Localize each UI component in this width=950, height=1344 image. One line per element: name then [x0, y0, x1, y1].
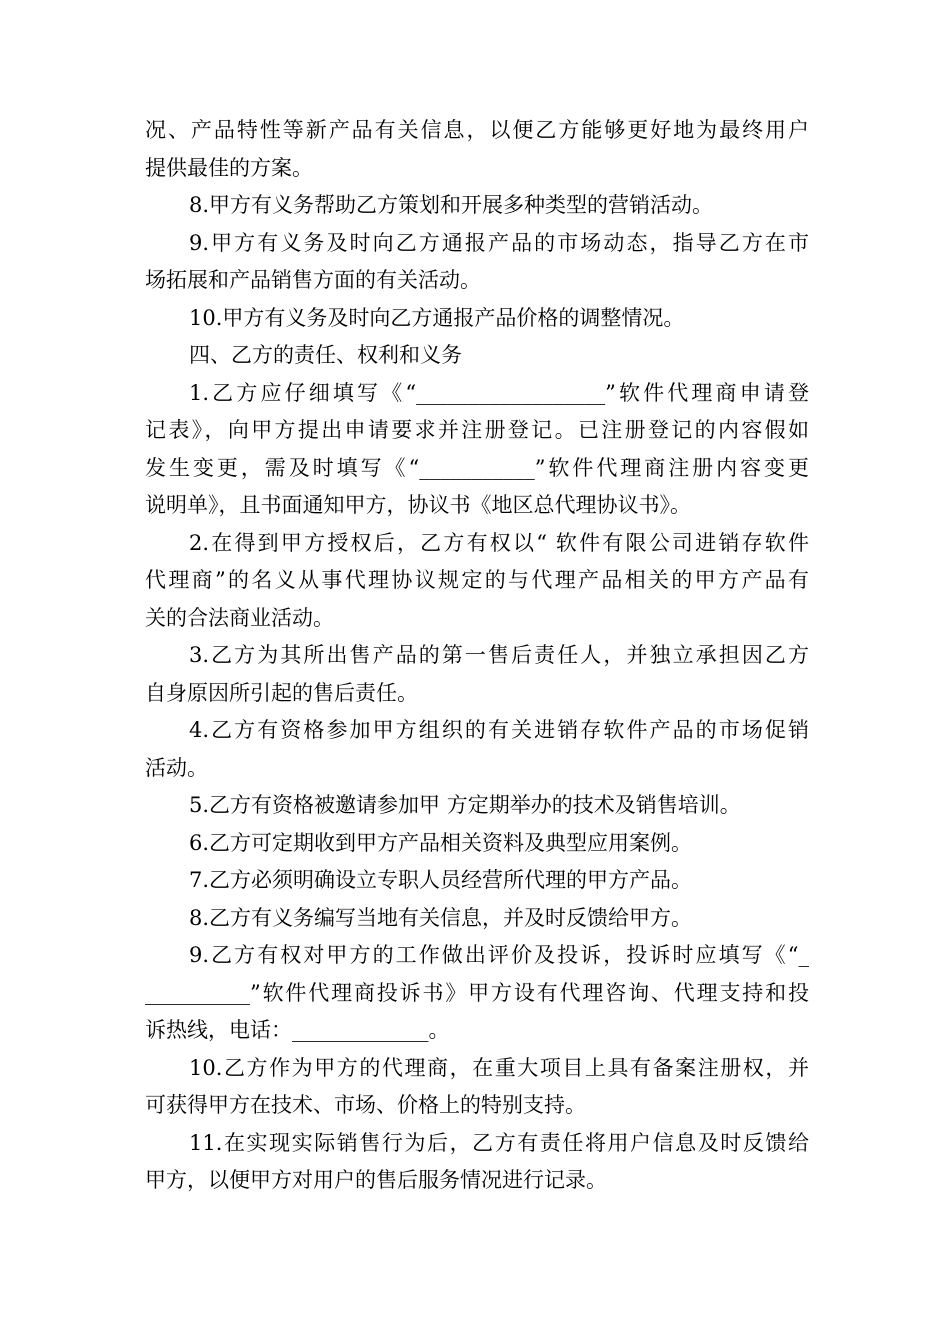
- text-line: 场拓展和产品销售方面的有关活动。: [145, 268, 481, 292]
- text-line: 记表》，向甲方提出申请要求并注册登记。已注册登记的内容假如: [145, 418, 809, 442]
- text-line: 诉热线，电话：_____________。: [145, 1018, 450, 1042]
- text-line: 发生变更，需及时填写《“___________”软件代理商注册内容变更: [145, 455, 809, 480]
- text-line: 况、产品特性等新产品有关信息，以便乙方能够更好地为最终用户: [145, 118, 809, 142]
- text-line: 2.在得到甲方授权后，乙方有权以“ 软件有限公司进销存软件: [189, 530, 809, 555]
- text-line: 提供最佳的方案。: [145, 155, 313, 180]
- text-line: 8.乙方有义务编写当地有关信息，并及时反馈给甲方。: [189, 905, 693, 930]
- text-line: 8.甲方有义务帮助乙方策划和开展多种类型的营销活动。: [189, 193, 714, 217]
- document-page: [145, 112, 809, 1200]
- text-line: 6.乙方可定期收到甲方产品相关资料及典型应用案例。: [189, 830, 693, 855]
- text-line: 9.甲方有义务及时向乙方通报产品的市场动态，指导乙方在市: [189, 230, 809, 255]
- text-line: 5.乙方有资格被邀请参加甲 方定期举办的技术及销售培训。: [189, 793, 741, 817]
- text-line: 10.甲方有义务及时向乙方通报产品价格的调整情况。: [189, 305, 685, 330]
- text-line: 4.乙方有资格参加甲方组织的有关进销存软件产品的市场促销: [189, 718, 809, 742]
- text-line: 代理商”的名义从事代理协议规定的与代理产品相关的甲方产品有: [145, 568, 809, 592]
- text-line: 10.乙方作为甲方的代理商，在重大项目上具有备案注册权，并: [189, 1055, 809, 1080]
- text-line: 说明单》，且书面通知甲方，协议书《地区总代理协议书》。: [145, 493, 691, 517]
- section-heading: 四、乙方的责任、权利和义务: [189, 343, 462, 367]
- text-line: 1.乙方应仔细填写《“__________________”软件代理商申请登: [189, 380, 809, 405]
- text-line: __________”软件代理商投诉书》甲方设有代理咨询、代理支持和投: [145, 980, 809, 1005]
- text-line: 关的合法商业活动。: [145, 605, 334, 630]
- text-line: 3.乙方为其所出售产品的第一售后责任人，并独立承担因乙方: [189, 643, 809, 667]
- text-line: 11.在实现实际销售行为后，乙方有责任将用户信息及时反馈给: [189, 1130, 809, 1155]
- text-line: 活动。: [145, 755, 208, 780]
- text-line: 9.乙方有权对甲方的工作做出评价及投诉，投诉时应填写《“_: [189, 943, 809, 967]
- text-line: 7.乙方必须明确设立专职人员经营所代理的甲方产品。: [189, 868, 693, 892]
- text-line: 可获得甲方在技术、市场、价格上的特别支持。: [145, 1093, 586, 1117]
- text-line: 自身原因所引起的售后责任。: [145, 680, 418, 705]
- text-line: 甲方，以便甲方对用户的售后服务情况进行记录。: [145, 1168, 607, 1192]
